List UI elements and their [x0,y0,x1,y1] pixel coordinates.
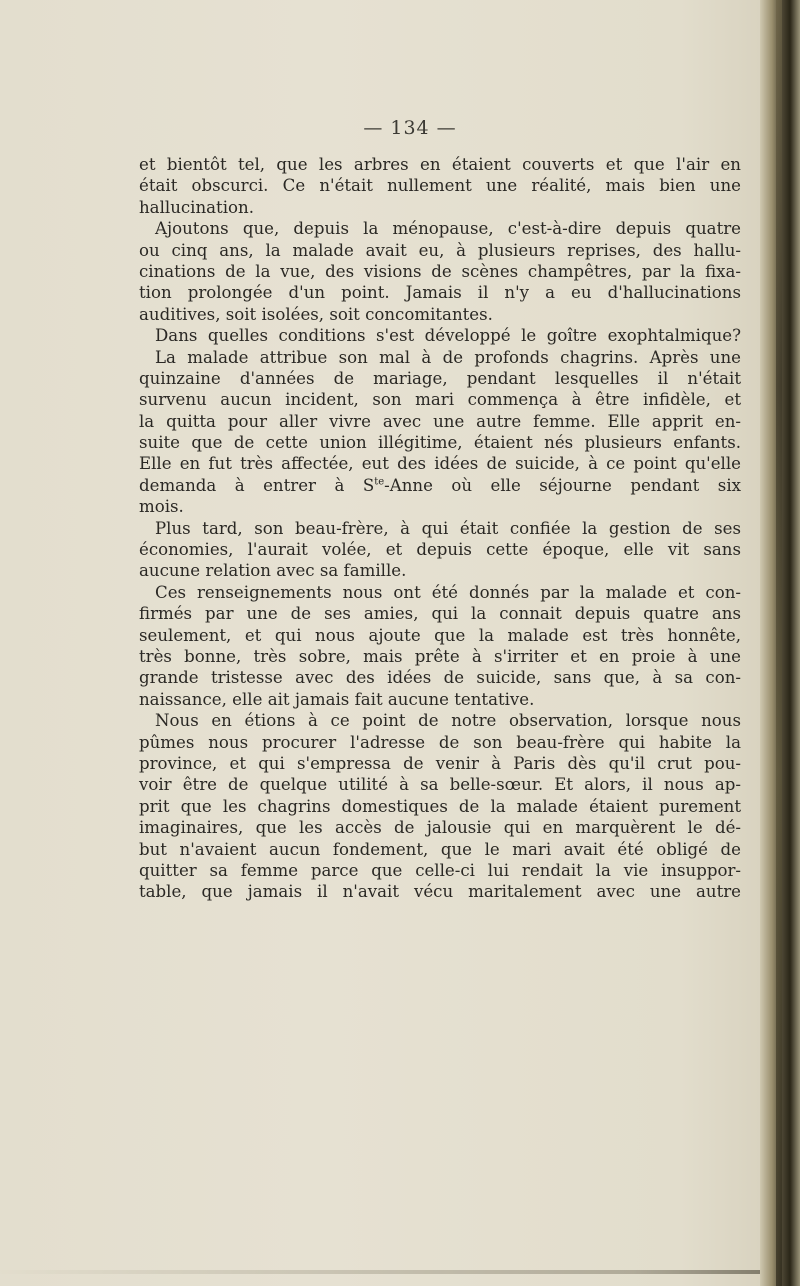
text-line [139,582,741,603]
text-line [139,261,741,282]
text-line-content: seulement, et qui nous ajoute que la malade est très honnête, [139,625,741,645]
text-line-content: Dans quelles conditions s'est développé le goître exophtalmique? [155,326,741,346]
text-line-content: Elle en fut très affectée, eut des idées de suicide, à ce point qu'elle [139,454,741,474]
text-line-content: Ces renseignements nous ont été donnés par la malade et con- [155,582,741,602]
text-line-content: La malade attribue son mal à de profonds chagrins. Après une [155,347,741,367]
text-line [139,218,741,239]
body-text [139,154,741,903]
text-line [139,667,741,688]
text-line-content: quitter sa femme parce que celle-ci lui rendait la vie insuppor- [139,860,741,880]
superscript: te [374,476,385,488]
text-line [139,175,741,196]
text-line [139,689,741,710]
text-line-content: Ajoutons que, depuis la ménopause, c'est-à-dire depuis quatre [155,219,741,239]
text-line [139,560,741,581]
text-line-content: table, que jamais il n'avait vécu maritalement avec une autre [139,882,741,902]
text-line-content: la quitta pour aller vivre avec une autre femme. Elle apprit en- [139,411,741,431]
text-line-content: imaginaires, que les accès de jalousie qui en marquèrent le dé- [139,818,741,838]
text-line-content: survenu aucun incident, son mari commença à être infidèle, et [139,390,741,410]
text-line [139,368,741,389]
text-line-content: naissance, elle ait jamais fait aucune tentative. [139,689,535,709]
text-line-content: quinzaine d'années de mariage, pendant lesquelles il n'était [139,368,741,388]
text-line [139,603,741,624]
text-line-continuation: -Anne où elle séjourne pendant six [384,475,741,495]
text-line [139,154,741,175]
text-line [139,732,741,753]
text-line-content: très bonne, très sobre, mais prête à s'irriter et en proie à une [139,646,741,666]
text-line-content: et bientôt tel, que les arbres en étaient couverts et que l'air en [139,155,741,174]
text-line [139,796,741,817]
text-line-content: tion prolongée d'un point. Jamais il n'y a eu d'hallucinations [139,283,741,303]
text-line [139,282,741,303]
text-line [139,518,741,539]
text-line [139,453,741,474]
text-line-content: voir être de quelque utilité à sa belle-sœur. Et alors, il nous ap- [139,775,741,795]
text-line [139,389,741,410]
text-line [139,496,741,517]
text-line [139,753,741,774]
text-line-content: grande tristesse avec des idées de suicide, sans que, à sa con- [139,668,741,688]
text-line-content: aucune relation avec sa famille. [139,561,407,581]
text-line [139,347,741,368]
text-line-content: firmés par une de ses amies, qui la connait depuis quatre ans [139,604,741,624]
text-line [139,411,741,432]
text-line [139,304,741,325]
text-line [139,432,741,453]
text-line-content: province, et qui s'empressa de venir à Paris dès qu'il crut pou- [139,753,741,773]
text-line [139,325,741,346]
text-line-content: était obscurci. Ce n'était nullement une réalité, mais bien une [139,176,741,196]
text-line-content: suite que de cette union illégitime, étaient nés plusieurs enfants. [139,433,741,453]
text-line [139,710,741,731]
text-line [139,197,741,218]
text-line-content: ou cinq ans, la malade avait eu, à plusieurs reprises, des hallu- [139,240,741,260]
page-number: — 134 — [363,117,457,139]
text-line-content: mois. [139,497,184,517]
text-line-content: demanda à entrer à S [139,475,375,495]
text-line-content: pûmes nous procurer l'adresse de son beau-frère qui habite la [139,732,741,752]
text-line-content: hallucination. [139,197,254,217]
text-line [139,860,741,881]
text-line-content: cinations de la vue, des visions de scènes champêtres, par la fixa- [139,261,741,281]
text-line [139,475,741,496]
text-line-content: prit que les chagrins domestiques de la malade étaient purement [139,796,741,816]
text-line-content: but n'avaient aucun fondement, que le mari avait été obligé de [139,839,741,859]
text-line [139,646,741,667]
book-binding-edge [760,0,800,1286]
text-line-content: auditives, soit isolées, soit concomitantes. [139,304,493,324]
page-bottom-shadow [0,1270,790,1274]
text-line [139,240,741,261]
binding-shadow [776,0,782,1286]
text-line [139,539,741,560]
text-line-content: Nous en étions à ce point de notre observation, lorsque nous [155,711,741,731]
text-line [139,625,741,646]
text-line [139,881,741,902]
text-line-content: économies, l'aurait volée, et depuis cette époque, elle vit sans [139,540,741,560]
text-line [139,774,741,795]
text-line-content: Plus tard, son beau-frère, à qui était confiée la gestion de ses [155,518,741,538]
text-line [139,817,741,838]
text-line [139,839,741,860]
